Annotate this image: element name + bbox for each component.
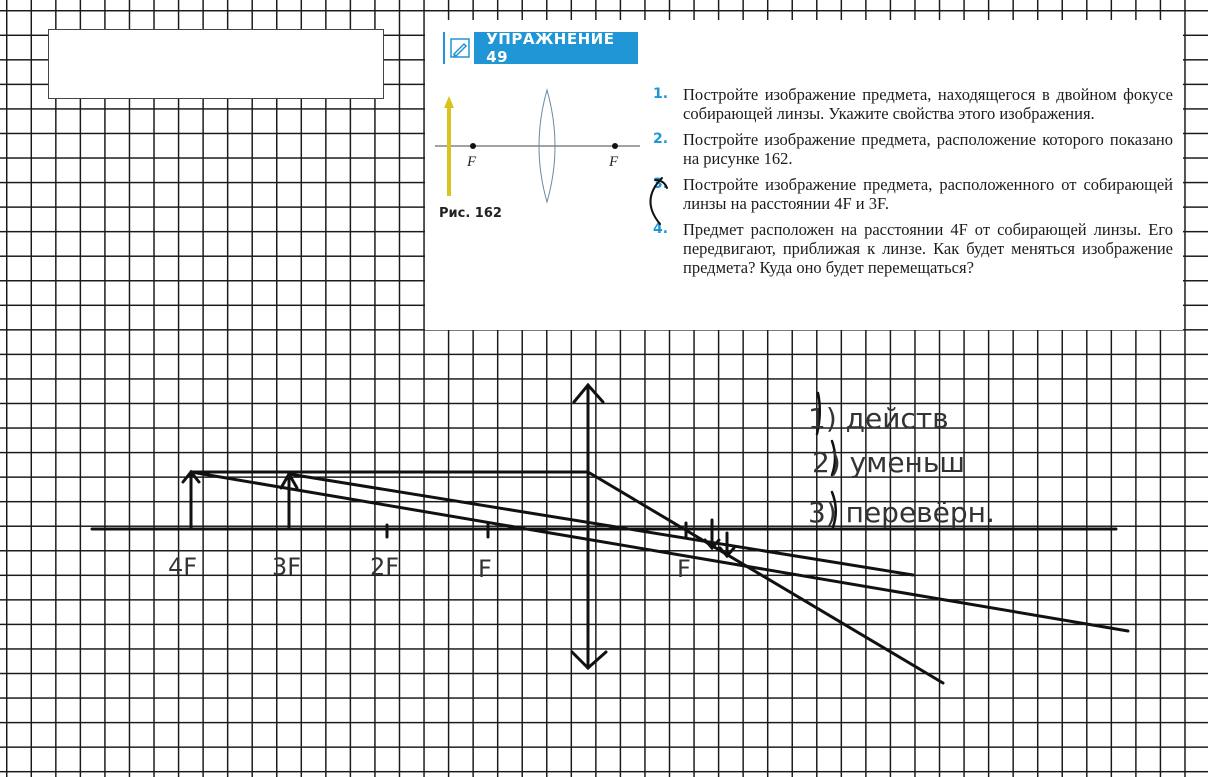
figure-focus-left: F — [467, 154, 477, 170]
task-number: 4. — [653, 221, 669, 237]
label-2f: 2F — [370, 553, 400, 581]
figure-focus-right: F — [609, 154, 619, 170]
task-text: Постройте изображение предмета, находящегося в двойном фокусе собирающей линзы. Укажите свойства этого изображения. — [683, 85, 1173, 123]
label-4f: 4F — [168, 553, 198, 581]
note-3: 3) перевёрн. — [808, 496, 995, 529]
label-f-right: F — [677, 555, 691, 583]
task-text: Постройте изображение предмета, расположение которого показано на рисунке 162. — [683, 130, 1173, 168]
task-number: 3. — [653, 176, 669, 192]
exercise-title: УПРАЖНЕНИЕ 49 — [486, 30, 615, 66]
note-1: 1) действ — [808, 402, 949, 435]
label-3f: 3F — [272, 553, 302, 581]
figure-caption: Рис. 162 — [439, 206, 502, 221]
task-number: 2. — [653, 131, 669, 147]
label-f-left: F — [478, 555, 492, 583]
task-text: Предмет расположен на расстоянии 4F от собирающей линзы. Его передвигают, приближая к линзе. Как будет меняться изображение предмета? Куда оно будет перемещаться? — [683, 220, 1173, 277]
task-text: Постройте изображение предмета, расположенного от собирающей линзы на расстоянии 4F и 3F. — [683, 175, 1173, 213]
note-2: 2) уменьш — [812, 446, 965, 479]
task-number: 1. — [653, 86, 669, 102]
